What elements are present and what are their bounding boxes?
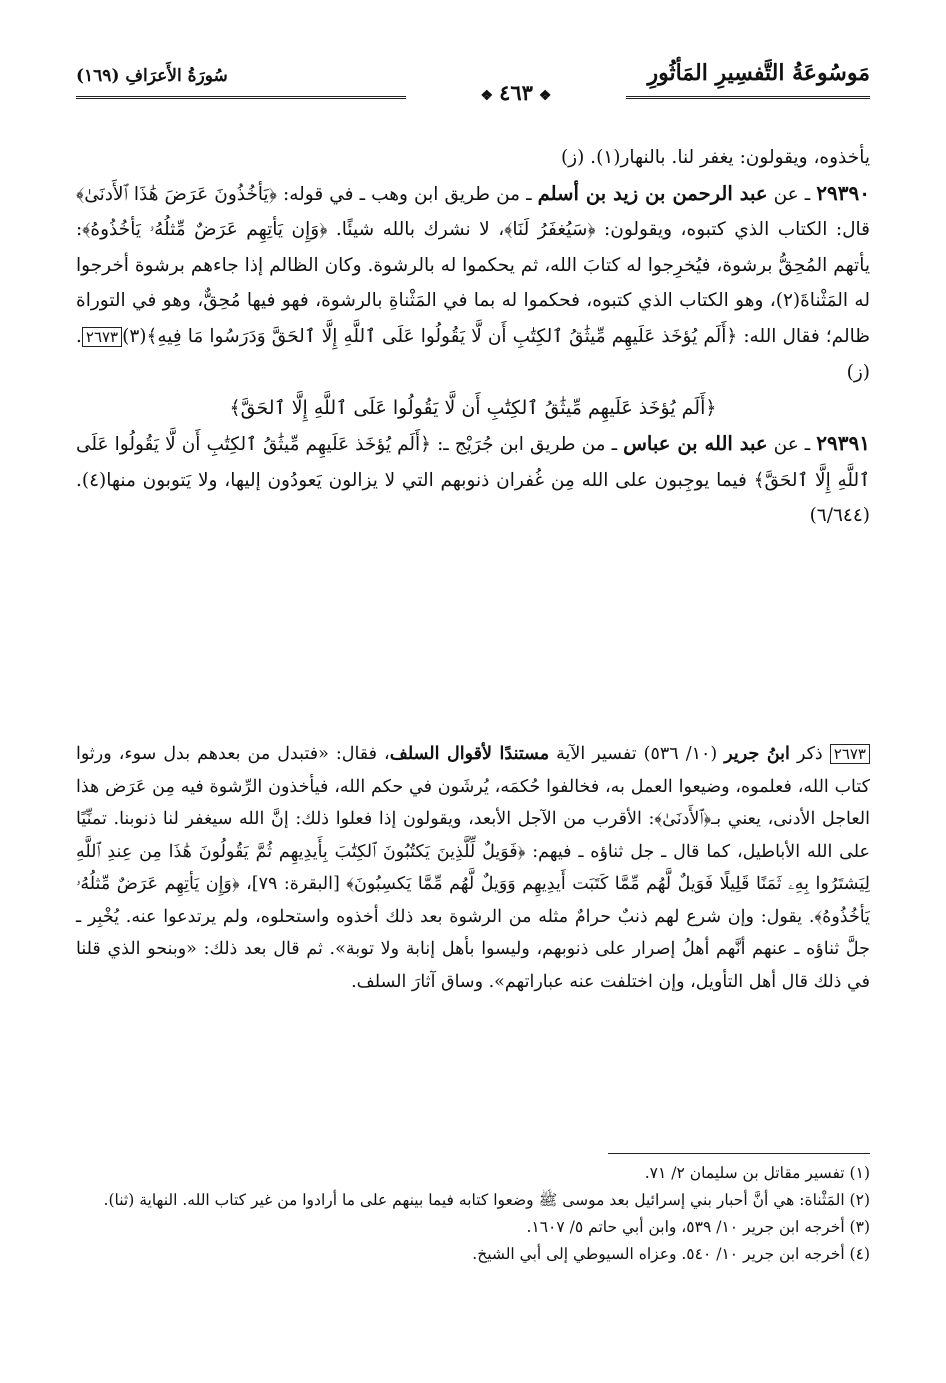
footnote-separator [608, 1153, 870, 1154]
ornament-icon: ❖ [538, 88, 552, 104]
footnotes [76, 1160, 870, 1268]
note-number-box: ٢٦٧٣ [830, 744, 870, 764]
footnote-1: (١) تفسير مقاتل بن سليمان ٢/ ٧١. [644, 1164, 870, 1182]
commentary-note [76, 738, 870, 998]
hadith-prefix: ـ عن [767, 434, 817, 455]
hadith-number: ٢٩٣٩٠ [816, 180, 870, 205]
hadith-29391 [76, 426, 870, 534]
note-author: ابنُ جرير [724, 744, 790, 764]
page-number-box [406, 80, 626, 105]
ornament-icon: ❖ [480, 88, 494, 104]
main-text [76, 140, 870, 534]
hadith-end: . (ز) [76, 325, 870, 383]
narrator-name: عبد الله بن عباس [623, 432, 768, 455]
surah-label: سُورَةُ الأَعرَافِ (١٦٩) [76, 66, 228, 86]
hadith-29390 [76, 176, 870, 391]
page-header [76, 58, 870, 105]
footnote-2: (٢) المَثْناة: هي أنَّ أحبار بني إسرائيل بعد موسى ﷺ وضعوا كتابه فيما بينهم على ما أرادوا من غير كتاب الله. النهاية (ثنا). [103, 1191, 870, 1209]
note-prefix: ذكر [789, 744, 830, 764]
note-ref-box: ٢٦٧٣ [82, 327, 122, 347]
book-title: مَوسُوعَةُ التَّفسِيرِ المَأثُورِ [647, 60, 870, 86]
note-text: ، فقال: «فتبدل من بعدهم بدل سوء، ورثوا كتاب الله، فعلموه، وضيعوا العمل به، فخالفوا حُكمَه، يُرشَون في حكم الله، فيأخذون الرِّشوة فيه مِن عَرَض هذا العاجل الأدنى، يعني بـ﴿ٱلأَدنَىٰ﴾: الأقرب من الآجل الأبعد، ويقولون إذا فعلوا ذلك: إنَّ الله سيغفر لنا ذنوبنا. تمنِّيًا على الله الأباطيل، كما قال ـ جل ثناؤه ـ فيهم: ﴿فَوَيلٌ لِّلَّذِينَ يَكتُبُونَ ٱلكِتَٰبَ بِأَيدِيهِم ثُمَّ يَقُولُونَ هَٰذَا مِن عِندِ ٱللَّهِ لِيَشتَرُوا بِهِۦ ثَمَنًا قَلِيلًا فَوَيلٌ لَّهُم مِّمَّا كَتَبَت أَيدِيهِم وَوَيلٌ لَّهُم مِّمَّا يَكسِبُونَ﴾ [البقرة: ٧٩]، ﴿وَإِن يَأتِهِم عَرَضٌ مِّثلُهُۥ يَأخُذُوهُ﴾. يقول: وإن شرع لهم ذنبٌ حرامٌ مثله من الرشوة بعد ذلك أخذوه واستحلوه، ولم يرتدعوا عنه. يُخْبِر ـ جلَّ ثناؤه ـ عنهم أنَّهم أهلُ إصرار على ذنوبهم، وليسوا بأهل إنابة ولا توبة». ثم قال بعد ذلك: «وبنحو الذي قلنا في ذلك قال أهل التأويل، وإن اختلفت عنه عباراتهم». وساق آثارَ السلف. [76, 744, 870, 992]
hadith-number: ٢٩٣٩١ [816, 431, 870, 455]
page-number: ٤٦٣ [499, 80, 533, 105]
hadith-text: ـ من طريق ابن جُرَيْج ـ: ﴿أَلَم يُؤخَذ عَلَيهِم مِّيثَٰقُ ٱلكِتَٰبِ أَن لَّا يَقُولُوا عَلَى ٱللَّهِ إِلَّا ٱلحَقَّ﴾ فيما يوجِبون على الله مِن غُفران ذنوبهم التي لا يزالون يَعودُون إليها، ولا يَتوبون منها(٤). (٦/٦٤٤) [76, 434, 870, 526]
hadith-prefix: ـ عن [767, 183, 817, 205]
note-emphasis: مستندًا لأقوال السلف [389, 744, 550, 764]
footnote-3: (٣) أخرجه ابن جرير ١٠/ ٥٣٩، وابن أبي حاتم ٥/ ١٦٠٧. [526, 1218, 870, 1236]
narrator-name: عبد الرحمن بن زيد بن أسلم [537, 181, 768, 205]
section-verse-heading: ﴿أَلَم يُؤخَذ عَلَيهِم مِّيثَٰقُ ٱلكِتَٰبِ أَن لَّا يَقُولُوا عَلَى ٱللَّهِ إِلَّا ٱلحَقَّ﴾ [229, 396, 717, 419]
hadith-text: ـ من طريق ابن وهب ـ في قوله: ﴿يَأخُذُونَ عَرَضَ هَٰذَا ٱلأَدنَىٰ﴾ قال: الكتاب الذي كتبوه، ويقولون: ﴿سَيُغفَرُ لَنَا﴾، لا نشرك بالله شيئًا. ﴿وَإِن يَأتِهِم عَرَضٌ مِّثلُهُۥ يَأخُذُوهُ﴾: يأتهم المُحِقُّ برشوة، فيُخرِجوا له كتابَ الله، ثم يحكموا له بالرشوة. وكان الظالم إذا جاءهم برشوة أخرجوا له المَثْناةَ(٢)، وهو الكتاب الذي كتبوه، فحكموا له بما في المَثْناةِ بالرشوة، فهو فيها مُحِقٌّ، وهو في التوراة ظالم؛ فقال الله: ﴿أَلَم يُؤخَذ عَلَيهِم مِّيثَٰقُ ٱلكِتَٰبِ أَن لَّا يَقُولُوا عَلَى ٱللَّهِ إِلَّا ٱلحَقَّ وَدَرَسُوا مَا فِيهِ﴾(٣) [76, 183, 870, 347]
note-mid: (١٠/ ٥٣٦) تفسير الآية [549, 744, 725, 764]
footnote-4: (٤) أخرجه ابن جرير ١٠/ ٥٤٠. وعزاه السيوطي إلى أبي الشيخ. [472, 1245, 870, 1263]
continuation-line: يأخذوه، ويقولون: يغفر لنا. بالنهار(١). (ز) [560, 147, 870, 168]
